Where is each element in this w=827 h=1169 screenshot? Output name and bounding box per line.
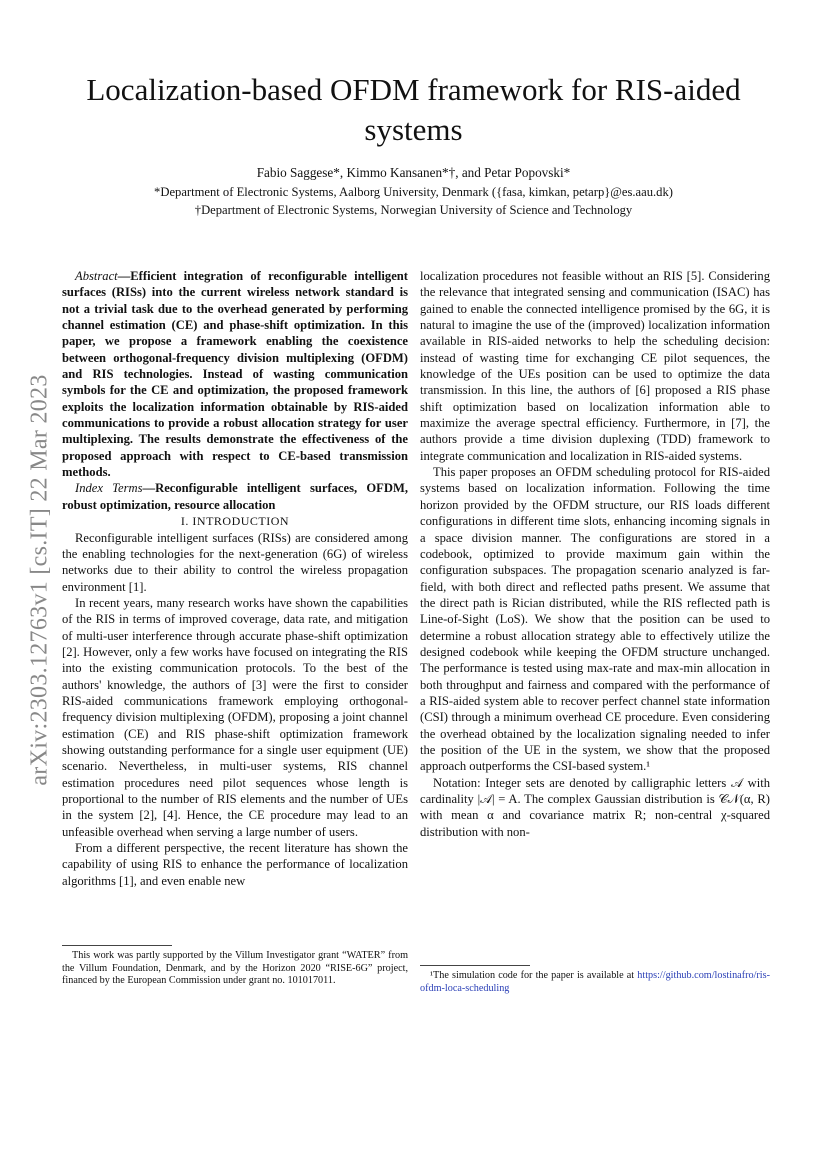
affiliation-2: †Department of Electronic Systems, Norwegian University of Science and Technology — [194, 203, 633, 217]
github-link[interactable]: https://github.com/lostinafro/ris-ofdm-loca-scheduling — [420, 970, 770, 994]
section-heading: I. INTRODUCTION — [180, 514, 290, 529]
paragraph: Reconfigurable intelligent surfaces (RISs) are considered among the enabling technologies for the next-generation (6G) of wireless networks due to their ability to control the wireless propagation environment [1]. — [62, 530, 408, 594]
index-terms-label: Index Terms — [75, 481, 143, 496]
funding-footnote: This work was partly supported by the Villum Investigator grant “WATER” from the Villum Foundation, Denmark, and by the Horizon 2020 “RISE-6G” project, financed by the European Commission under grant no. 101017011. — [62, 950, 408, 987]
arxiv-stamp: arXiv:2303.12763v1 [cs.IT] 22 Mar 2023 — [26, 374, 53, 786]
affiliation-1: *Department of Electronic Systems, Aalborg University, Denmark ({fasa, kimkan, petarp}@es.aau.dk) — [154, 185, 673, 199]
right-column — [420, 268, 770, 840]
footnote-rule — [420, 965, 530, 966]
paragraph: Notation: Integer sets are denoted by calligraphic letters 𝒜 with cardinality |𝒜| = A. The complex Gaussian distribution is 𝒞𝒩(α, R) with mean α and covariance matrix R; non-central χ-squared distribution with non- — [420, 775, 770, 839]
abstract-label: Abstract — [75, 269, 118, 283]
code-footnote: ¹The simulation code for the paper is available at https://github.com/lostinafro/ris-ofdm-loca-scheduling — [420, 970, 770, 994]
index-terms: Index Terms—Reconfigurable intelligent surfaces, OFDM, robust optimization, resource allocation — [62, 481, 408, 512]
paragraph: From a different perspective, the recent literature has shown the capability of using RIS to enhance the performance of localization algorithms [1], and even enable new — [62, 841, 408, 888]
paragraph: localization procedures not feasible without an RIS [5]. Considering the relevance that integrated sensing and communication (ISAC) has gained to enable the connected intelligence promised by the 6G, it is natural to imagine the use of the (improved) localization information available in RIS-aided networks to help the scheduling decision: instead of wasting time for exchanging CE pilot sequences, the knowledge of the UEs position can be used to optimize the data transmission. In this line, the authors of [6] proposed a RIS phase shift optimization based on localization information able to maximize the average spectral efficiency. Furthermore, in [7], the authors provide a time division duplexing (TDD) framework to integrate communication and localization in RIS-aided systems. — [420, 269, 770, 463]
paragraph: In recent years, many research works have shown the capabilities of the RIS in terms of improved coverage, data rate, and mitigation of multi-user interference through accurate phase-shift optimization [2]. However, only a few works have focused on integrating the RIS into the existing communication protocols. To the best of the authors' knowledge, the authors of [3] were the first to consider RIS-aided communications framework employing orthogonal-frequency division multiplexing (OFDM), proposing a joint channel estimation (CE) and RIS phase-shift optimization framework showing outstanding performance for a single user equipment (UE) scenario. Nevertheless, in multi-user systems, RIS channel estimation procedures need pilot sequences whose length is proportional to the number of RIS elements and the number of UEs in the system [2], [4]. Hence, the CE procedure may lead to an unfeasible overhead when serving a large number of users. — [62, 595, 408, 839]
left-column — [62, 268, 408, 889]
authors: Fabio Saggese*, Kimmo Kansanen*†, and Petar Popovski* — [256, 165, 571, 180]
paper-title: Localization-based OFDM framework for RIS-aided systems — [86, 72, 741, 147]
paragraph: This paper proposes an OFDM scheduling protocol for RIS-aided systems based on localization information. Following the time horizon provided by the OFDM structure, our RIS loads different configurations in different time slots, enhancing incoming signals in a space division manner. The configurations are stored in a codebook, optimized to provide maximum gain within the configuration subspaces. The propagation scenario analyzed is far-field, with both direct and reflected paths present. We assume that the direct path is Rician distributed, while the RIS reflected path is Line-of-Sight (LoS). We show that the position can be used to determine a robust allocation strategy able to effectively utilize the designed codebook while keeping the OFDM structure unchanged. The performance is tested using max-rate and max-min allocation in both throughput and fairness and compared with the performance of a RIS-aided system able to recover perfect channel state information (CSI) through a minimum overhead CE procedure. Even considering the overhead obtained by the localization signaling needed to infer the position of the UE in the system, we show that the proposed approach outperforms the CSI-based system.¹ — [420, 465, 770, 774]
abstract: Abstract—Efficient integration of reconfigurable intelligent surfaces (RISs) into the current wireless network standard is not a trivial task due to the overhead generated by performing channel estimation (CE) and phase-shift optimization. In this paper, we propose a framework enabling the coexistence between orthogonal-frequency division multiplexing (OFDM) and RIS technologies. Instead of wasting communication symbols for the CE and optimization, the proposed framework exploits the localization information obtainable by RIS-aided communications to provide a robust allocation strategy for user multiplexing. The results demonstrate the effectiveness of the proposed approach with respect to CE-based transmission methods. — [62, 269, 408, 480]
footnote-rule — [62, 945, 172, 946]
